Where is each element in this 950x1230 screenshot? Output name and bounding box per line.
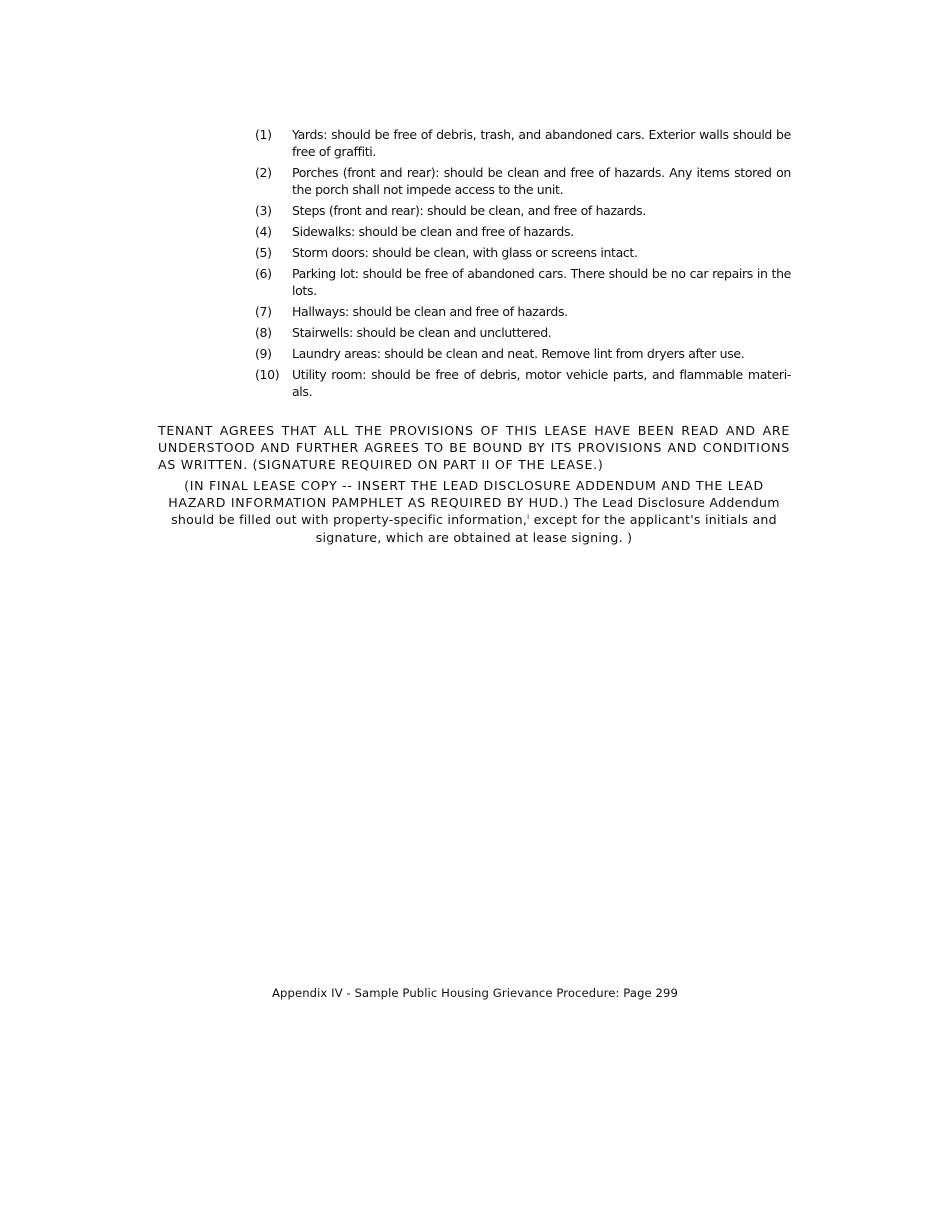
list-item: [255, 366, 791, 400]
list-item-number: (4): [255, 224, 272, 239]
lead-disclosure-instruction: (IN FINAL LEASE COPY -- INSERT THE LEAD DISCLOSURE ADDENDUM AND THE LEAD HAZARD INFORMATION PAMPHLET AS REQUIRED BY HUD.): [168, 478, 764, 511]
list-item-text: Utility room: should be free of debris, motor vehicle parts, and flammable materi-als.: [292, 367, 791, 399]
page-footer: Appendix IV - Sample Public Housing Grievance Procedure: Page 299: [272, 986, 678, 1000]
list-item: [255, 202, 791, 219]
list-item: [255, 244, 791, 261]
tenant-agreement-statement: TENANT AGREES THAT ALL THE PROVISIONS OF THIS LEASE HAVE BEEN READ AND ARE UNDERSTOOD AND FURTHER AGREES TO BE BOUND BY ITS PROVISIONS AND CONDITIONS AS WRITTEN. (SIGNATURE REQUIRED ON PART II OF THE LEASE.): [158, 423, 790, 473]
list-item: [255, 223, 791, 240]
list-item-number: (7): [255, 304, 272, 319]
list-item-text: Steps (front and rear): should be clean, and free of hazards.: [292, 203, 646, 218]
footnote-reference[interactable]: i: [527, 513, 530, 522]
list-item-text: Laundry areas: should be clean and neat. Remove lint from dryers after use.: [292, 346, 745, 361]
lead-disclosure-body: The Lead Disclosure Addendum should be filled out with property-specific information,: [171, 495, 780, 528]
list-item-number: (1): [255, 127, 272, 142]
lead-disclosure-note: [158, 477, 790, 546]
list-item-text: Yards: should be free of debris, trash, and abandoned cars. Exterior walls should be free of graffiti.: [292, 127, 791, 159]
list-item-text: Hallways: should be clean and free of hazards.: [292, 304, 568, 319]
list-item: [255, 303, 791, 320]
maintenance-standards-list: [255, 126, 791, 404]
list-item-number: (2): [255, 165, 272, 180]
list-item-text: Sidewalks: should be clean and free of hazards.: [292, 224, 574, 239]
lead-disclosure-tail: except for the applicant's initials and signature, which are obtained at lease signing. ): [315, 512, 777, 545]
list-item-text: Parking lot: should be free of abandoned cars. There should be no car repairs in the lots.: [292, 266, 791, 298]
list-item: [255, 324, 791, 341]
list-item-number: (10): [255, 367, 280, 382]
list-item: [255, 126, 791, 160]
list-item: [255, 164, 791, 198]
list-item-number: (6): [255, 266, 272, 281]
list-item-number: (8): [255, 325, 272, 340]
list-item-number: (9): [255, 346, 272, 361]
list-item: [255, 265, 791, 299]
list-item-text: Storm doors: should be clean, with glass or screens intact.: [292, 245, 638, 260]
list-item-text: Stairwells: should be clean and uncluttered.: [292, 325, 552, 340]
list-item-number: (5): [255, 245, 272, 260]
list-item-number: (3): [255, 203, 272, 218]
list-item-text: Porches (front and rear): should be clean and free of hazards. Any items stored on the porch shall not impede access to the unit.: [292, 165, 791, 197]
list-item: [255, 345, 791, 362]
